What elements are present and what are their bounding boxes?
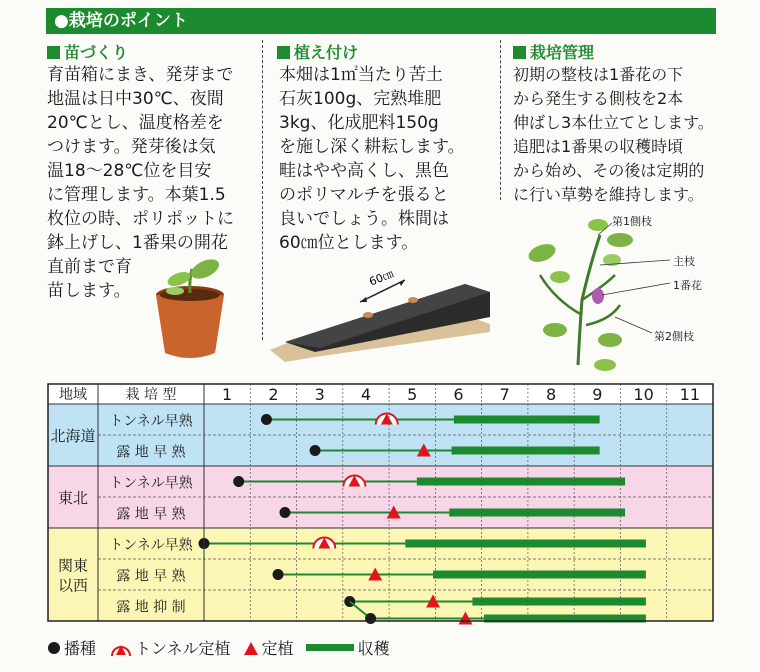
cultivation-type: 露 地 早 熟 [116, 444, 186, 461]
body-line: 60㎝位とします。 [279, 233, 419, 253]
region-name: 以西 [57, 576, 89, 595]
section-title-text: 苗づくり [64, 43, 129, 62]
sow-dot-icon [48, 642, 60, 654]
month-label: 2 [268, 385, 279, 404]
sow-dot [261, 414, 272, 425]
body-line: に管理します。本葉1.5 [47, 185, 226, 205]
body-line: に行い草勢を維持します。 [513, 185, 704, 204]
body-line: 育苗箱にまき、発芽まで [47, 65, 234, 85]
harvest-bar [433, 571, 646, 579]
body-line: 苗します。 [47, 281, 131, 301]
body-line: 追肥は1番果の収穫時頃 [513, 137, 684, 156]
body-line: 枚位の時、ポリポットに [47, 209, 234, 229]
planting-triangle-icon [243, 640, 259, 656]
body-line: 鉢上げし、1番果の開花 [47, 233, 228, 253]
section-title-text: 栽培管理 [530, 43, 595, 62]
body-line: 直前まで育 [47, 257, 132, 277]
body-line: つけます。発芽後は気 [47, 137, 216, 157]
month-label: 11 [679, 385, 701, 404]
cultivation-type: トンネル早熟 [109, 413, 193, 430]
body-line: のポリマルチを張ると [279, 185, 449, 205]
legend-plant: 定植 [261, 639, 294, 658]
month-label: 1 [222, 385, 233, 404]
label-second-side-branch: 第2側枝 [654, 330, 694, 343]
cultivation-type: トンネル早熟 [109, 537, 193, 554]
label-first-side-branch: 第1側枝 [612, 215, 652, 228]
sow-dot [310, 445, 321, 456]
harvest-bar [452, 447, 600, 455]
month-label: 9 [592, 385, 603, 404]
legend-tunnel: トンネル定植 [135, 639, 231, 658]
harvest-bar [472, 598, 646, 606]
cultivation-type: 露 地 抑 制 [116, 599, 186, 616]
sow-dot [365, 613, 376, 624]
region-name: 関東 [57, 556, 89, 575]
harvest-bar [454, 416, 600, 424]
body-line: 20℃とし、温度格差を [47, 113, 224, 133]
schedule-legend [48, 636, 390, 659]
region-name: 東北 [57, 489, 89, 507]
month-label: 10 [633, 385, 654, 404]
label-main-branch: 主枝 [673, 255, 695, 268]
body-line: 温18～28℃位を目安 [47, 161, 212, 181]
region-name: 北海道 [50, 427, 96, 445]
month-label: 7 [499, 385, 510, 404]
body-line: 石灰100g、完熟堆肥 [279, 89, 442, 109]
harvest-bar [417, 478, 625, 486]
month-label: 3 [314, 385, 325, 404]
body-line: 本畑は1㎡当たり苦土 [279, 65, 443, 85]
tunnel-planting-icon [110, 639, 132, 657]
body-line: から始め、その後は定期的 [513, 161, 705, 180]
harvest-bar [449, 509, 625, 517]
body-line: 地温は日中30℃、夜間 [47, 89, 224, 109]
month-label: 6 [453, 385, 464, 404]
mulch-width-label: 60㎝ [367, 267, 396, 289]
cultivation-type: トンネル早熟 [109, 475, 193, 492]
label-first-flower: 1番花 [673, 279, 702, 292]
body-line: から発生する側枝を2本 [513, 89, 684, 108]
harvest-bar [405, 540, 646, 548]
sow-dot [279, 507, 290, 518]
section-title-text: 植え付け [294, 43, 359, 62]
month-label: 8 [545, 385, 557, 404]
sow-dot [273, 569, 284, 580]
legend-sow: 播種 [64, 639, 97, 658]
cultivation-type: 露 地 早 熟 [116, 506, 186, 523]
harvest-bar-icon [306, 644, 354, 651]
type-header: 栽 培 型 [125, 387, 177, 403]
body-line: 伸ばし3本仕立てとします。 [513, 113, 714, 132]
body-line: を施し深く耕耘します。 [279, 137, 465, 157]
region-header: 地域 [59, 387, 87, 403]
header-title: ●栽培のポイント [54, 11, 188, 31]
month-label: 5 [407, 385, 418, 404]
month-label: 4 [360, 385, 372, 404]
body-line: 良いでしょう。株間は [279, 209, 449, 229]
body-line: 3kg、化成肥料150g [279, 113, 439, 133]
sow-dot [233, 476, 244, 487]
cultivation-type: 露 地 早 熟 [116, 568, 186, 585]
body-line: 初期の整枝は1番花の下 [513, 65, 684, 84]
body-line: 畦はやや高くし、黒色 [279, 161, 449, 181]
legend-harvest: 収穫 [357, 639, 390, 658]
